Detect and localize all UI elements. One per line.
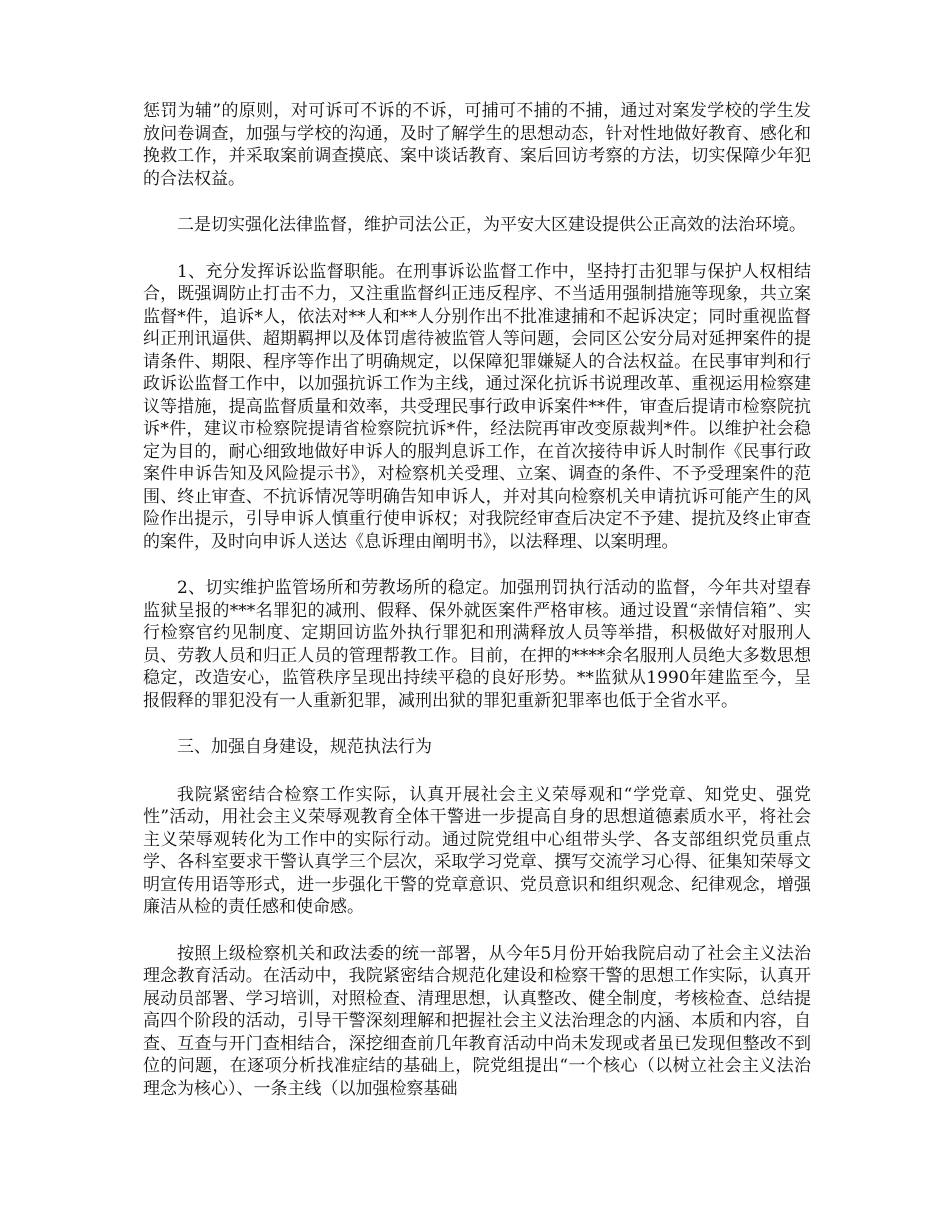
paragraph-litigation-supervision: 1、充分发挥诉讼监督职能。在刑事诉讼监督工作中，坚持打击犯罪与保护人权相结合，既强调防止打击不力，又注重监督纠正违反程序、不当适用强制措施等现象，共立案监督*件，追诉*人，依法对**人和**人分别作出不批准逮捕和不起诉决定；同时重视监督纠正刑讯逼供、超期羁押以及体罚虐待被监管人等问题，会同区公安分局对延押案件的提请条件、期限、程序等作出了明确规定，以保障犯罪嫌疑人的合法权益。在民事审判和行政诉讼监督工作中，以加强抗诉工作为主线，通过深化抗诉书说理改革、重视运用检察建议等措施，提高监督质量和效率，共受理民事行政申诉案件**件，审查后提请市检察院抗诉*件，建议市检察院提请省检察院抗诉*件，经法院再审改变原裁判*件。以维护社会稳定为目的，耐心细致地做好申诉人的服判息诉工作，在首次接待申诉人时制作《民事行政案件申诉告知及风险提示书》，对检察机关受理、立案、调查的条件、不予受理案件的范围、终止审查、不抗诉情况等明确告知申诉人，并对其向检察机关申请抗诉可能产生的风险作出提示，引导申诉人慎重行使申诉权；对我院经审查后决定不予建、提抗及终止审查的案件，及时向申诉人送达《息诉理由阐明书》，以法释理、以案明理。	[143, 261, 811, 552]
paragraph-honor-education: 我院紧密结合检察工作实际，认真开展社会主义荣辱观和“学党章、知党史、强党性”活动，用社会主义荣辱观教育全体干警进一步提高自身的思想道德素质水平，将社会主义荣辱观转化为工作中的实际行动。通过院党组中心组带头学、各支部组织党员重点学、各科室要求干警认真学三个层次，采取学习党章、撰写交流学习心得、征集知荣辱文明宣传用语等形式，进一步强化干警的党章意识、党员意识和组织观念、纪律观念，增强廉洁从检的责任感和使命感。	[143, 784, 811, 917]
paragraph-section-two-intro: 二是切实强化法律监督，维护司法公正，为平安大区建设提供公正高效的法治环境。	[177, 215, 806, 235]
paragraph-continuation: 惩罚为辅”的原则，对可诉可不诉的不诉，可捕可不捕的不捕，通过对案发学校的学生发放问卷调查，加强与学校的沟通，及时了解学生的思想动态，针对性地做好教育、感化和挽救工作，并采取案前调查摸底、案中谈话教育、案后回访考察的方法，切实保障少年犯的合法权益。	[143, 101, 811, 189]
paragraph-prison-supervision: 2、切实维护监管场所和劳教场所的稳定。加强刑罚执行活动的监督，今年共对望春监狱呈报的***名罪犯的减刑、假释、保外就医案件严格审核。通过设置“亲情信箱”、实行检察官约见制度、定期回访监外执行罪犯和刑满释放人员等举措，积极做好对服刑人员、劳教人员和归正人员的管理帮教工作。目前，在押的****余名服刑人员绝大多数思想稳定，改造安心，监管秩序呈现出持续平稳的良好形势。**监狱从1990年建监至今，呈报假释的罪犯没有一人重新犯罪，减刑出狱的罪犯重新犯罪率也低于全省水平。	[143, 578, 811, 711]
paragraph-rule-of-law-education: 按照上级检察机关和政法委的统一部署，从今年5月份开始我院启动了社会主义法治理念教育活动。在活动中，我院紧密结合规范化建设和检察干警的思想工作实际，认真开展动员部署、学习培训，对照检查、清理思想，认真整改、健全制度，考核检查、总结提高四个阶段的活动，引导干警深刻理解和把握社会主义法治理念的内涵、本质和内容，自查、互查与开门查相结合，深挖细查前几年教育活动中尚未发现或者虽已发现但整改不到位的问题，在逐项分析找准症结的基础上，院党组提出“一个核心（以树立社会主义法治理念为核心）、一条主线（以加强检察基础	[143, 943, 811, 1099]
document-body	[143, 100, 811, 1124]
section-heading-self-construction: 三、加强自身建设，规范执法行为	[177, 737, 432, 757]
